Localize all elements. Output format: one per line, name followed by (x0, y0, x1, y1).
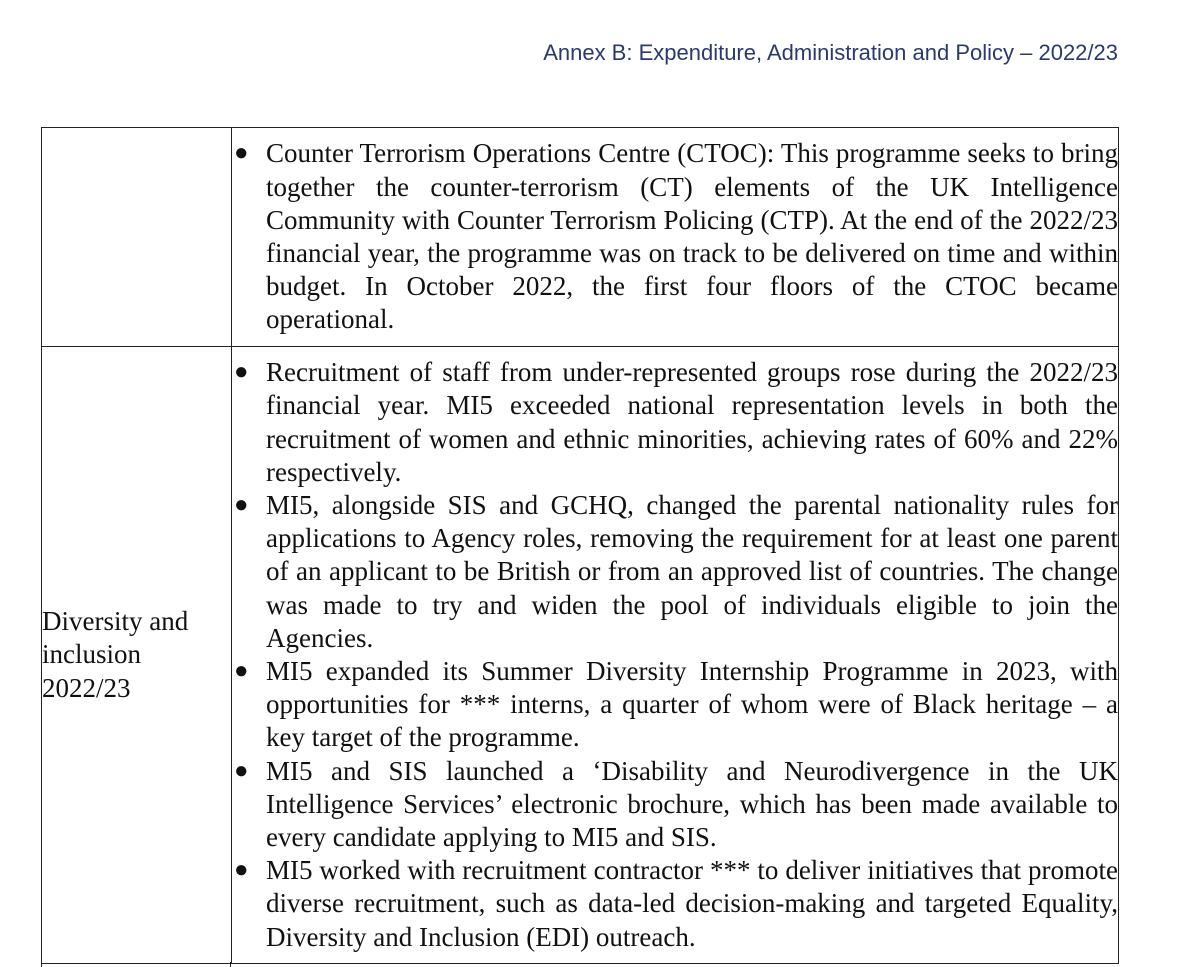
bullet-icon: ● (234, 491, 249, 518)
list-item (232, 489, 1118, 655)
row-content-cell (232, 128, 1119, 347)
table-row-diversity (42, 347, 1119, 964)
list-item (232, 655, 1118, 755)
bullet-text: MI5, alongside SIS and GCHQ, changed the parental nationality rules for applications to Agency roles, removing the requirement for at least one parent of an applicant to be British or from an approved list of countries. The change was made to try and widen the pool of individuals eligible to join the Agencies. (266, 489, 1118, 653)
row-label-cell (42, 128, 232, 347)
bullet-text: Counter Terrorism Operations Centre (CTOC): This programme seeks to bring together the counter-terrorism (CT) elements of the UK Intelligence Community with Counter Terrorism Policing (CTP). At the end of the 2022/23 financial year, the programme was on track to be delivered on time and within budget. In October 2022, the first four floors of the CTOC became operational. (266, 138, 1118, 335)
page-header-title: Annex B: Expenditure, Administration and Policy – 2022/23 (543, 40, 1118, 65)
bullet-icon: ● (234, 757, 249, 784)
bullet-icon: ● (234, 359, 249, 386)
list-item (232, 137, 1118, 336)
row-content-cell (232, 347, 1119, 964)
row-label-cell: Diversity and inclusion 2022/23 (42, 347, 232, 964)
bullet-icon: ● (234, 140, 249, 167)
bullet-text: MI5 and SIS launched a ‘Disability and Neurodivergence in the UK Intelligence Services’ electronic brochure, which has been made available to every candidate applying to MI5 and SIS. (266, 755, 1118, 853)
bullet-text: MI5 worked with recruitment contractor *** to deliver initiatives that promote diverse recruitment, such as data-led decision-making and targeted Equality, Diversity and Inclusion (EDI) outreach. (266, 855, 1118, 952)
list-item (232, 356, 1118, 489)
list-item (232, 854, 1118, 954)
bullet-list (232, 356, 1118, 954)
bullet-text: Recruitment of staff from under-represented groups rose during the 2022/23 financial year. MI5 exceeded national representation levels in both the recruitment of women and ethnic minorities, achieving rates of 60% and 22% respectively. (266, 357, 1118, 487)
bullet-icon: ● (234, 857, 249, 884)
list-item (232, 755, 1118, 855)
table-row-ctoc (42, 128, 1119, 347)
bullet-text: MI5 expanded its Summer Diversity Internship Programme in 2023, with opportunities for *** interns, a quarter of whom were of Black heritage – a key target of the programme. (266, 656, 1118, 753)
table-continuation-border (41, 962, 1119, 967)
bullet-icon: ● (234, 658, 249, 684)
expenditure-table (41, 127, 1119, 964)
bullet-list (232, 137, 1118, 336)
